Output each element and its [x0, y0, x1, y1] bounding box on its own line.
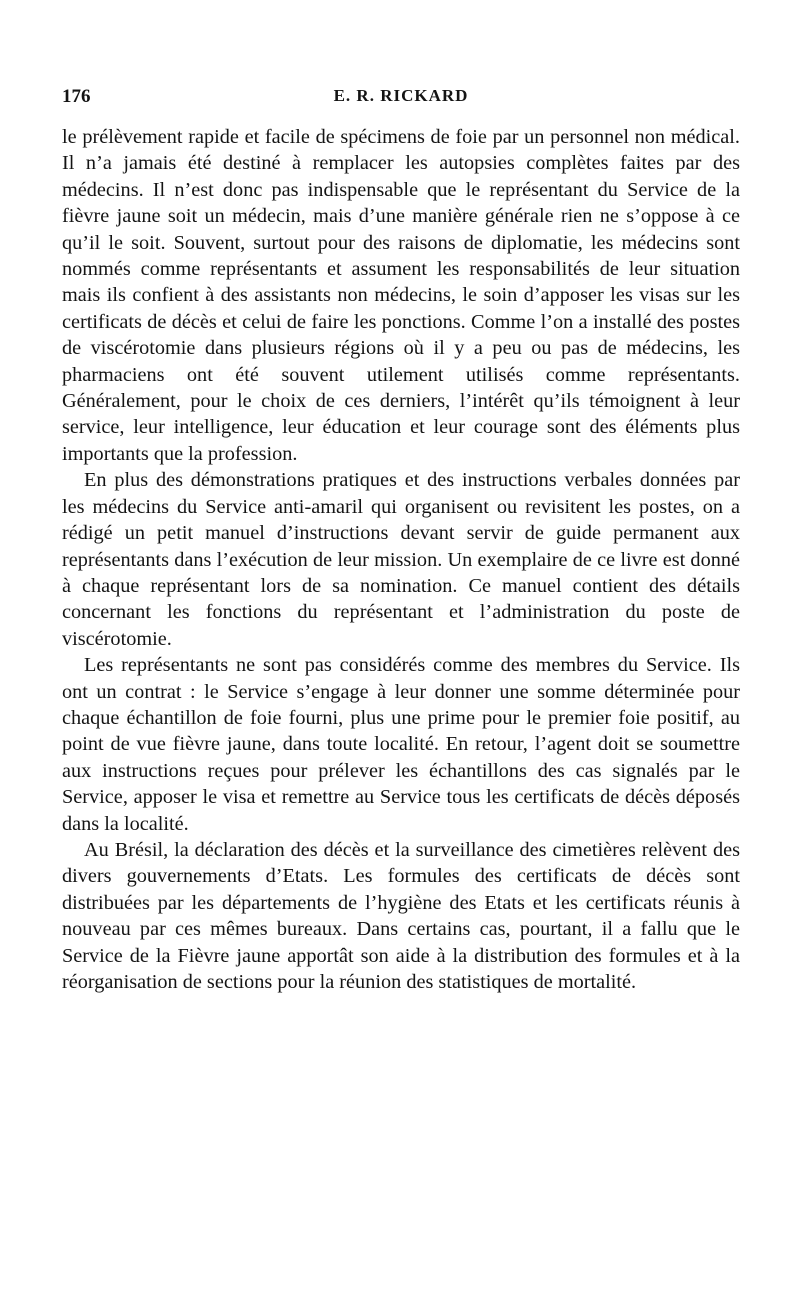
running-title: E. R. RICKARD: [333, 86, 469, 105]
paragraph-brazil: Au Brésil, la déclaration des décès et la surveillance des cimetières relèvent des divers gouvernements d’Etats. Les formules des certificats de décès sont distribuées par les départements de l’hygiène des Etats et les certificats réunis à nouveau par ces mêmes bureaux. Dans certains cas, pourtant, il a fallu que le Service de la Fièvre jaune apportât son aide à la distribution des formules et à la réorganisation de sections pour la réunion des statistiques de mortalité.: [62, 838, 740, 993]
body-text: [62, 124, 740, 995]
paragraph-representatives: Les représentants ne sont pas considérés comme des membres du Service. Ils ont un contrat : le Service s’engage à leur donner une somme déterminée pour chaque échantillon de foie fourni, plus une prime pour le premier foie positif, au point de vue fièvre jaune, dans toute localité. En retour, l’agent doit se soumettre aux instructions reçues pour prélever les échantillons des cas signalés par le Service, apposer le visa et remettre au Service tous les certificats de décès déposés dans la localité.: [62, 654, 740, 835]
running-head: [62, 86, 740, 116]
paragraph-continuation: le prélèvement rapide et facile de spécimens de foie par un personnel non médical. Il n’a jamais été destiné à remplacer les autopsies complètes faites par des médecins. Il n’est donc pas indispensable que le représentant du Service de la fièvre jaune soit un médecin, mais d’une manière générale rien ne s’oppose à ce qu’il le soit. Souvent, surtout pour des raisons de diplomatie, les médecins sont nommés comme représentants et assument les responsabilités de leur situation mais ils confient à des assistants non médecins, le soin d’apposer les visas sur les certificats de décès et celui de faire les ponctions. Comme l’on a installé des postes de viscérotomie dans plusieurs régions où il y a peu ou pas de médecins, les pharmaciens ont été souvent utilement utilisés comme représentants. Généralement, pour le choix de ces derniers, l’intérêt qu’ils témoignent à leur service, leur intelligence, leur éducation et leur courage sont des éléments plus importants que la profession.: [62, 126, 740, 465]
page-number: 176: [62, 86, 91, 107]
paragraph-manual: En plus des démonstrations pratiques et des instructions verbales données par les médecins du Service anti-amaril qui organisent ou revisitent les postes, on a rédigé un petit manuel d’instructions devant servir de guide permanent aux représentants dans l’exécution de leur mission. Un exemplaire de ce livre est donné à chaque représentant lors de sa nomination. Ce manuel contient des détails concernant les fonctions du représentant et l’administration du poste de viscérotomie.: [62, 469, 740, 650]
book-page: [62, 86, 740, 995]
